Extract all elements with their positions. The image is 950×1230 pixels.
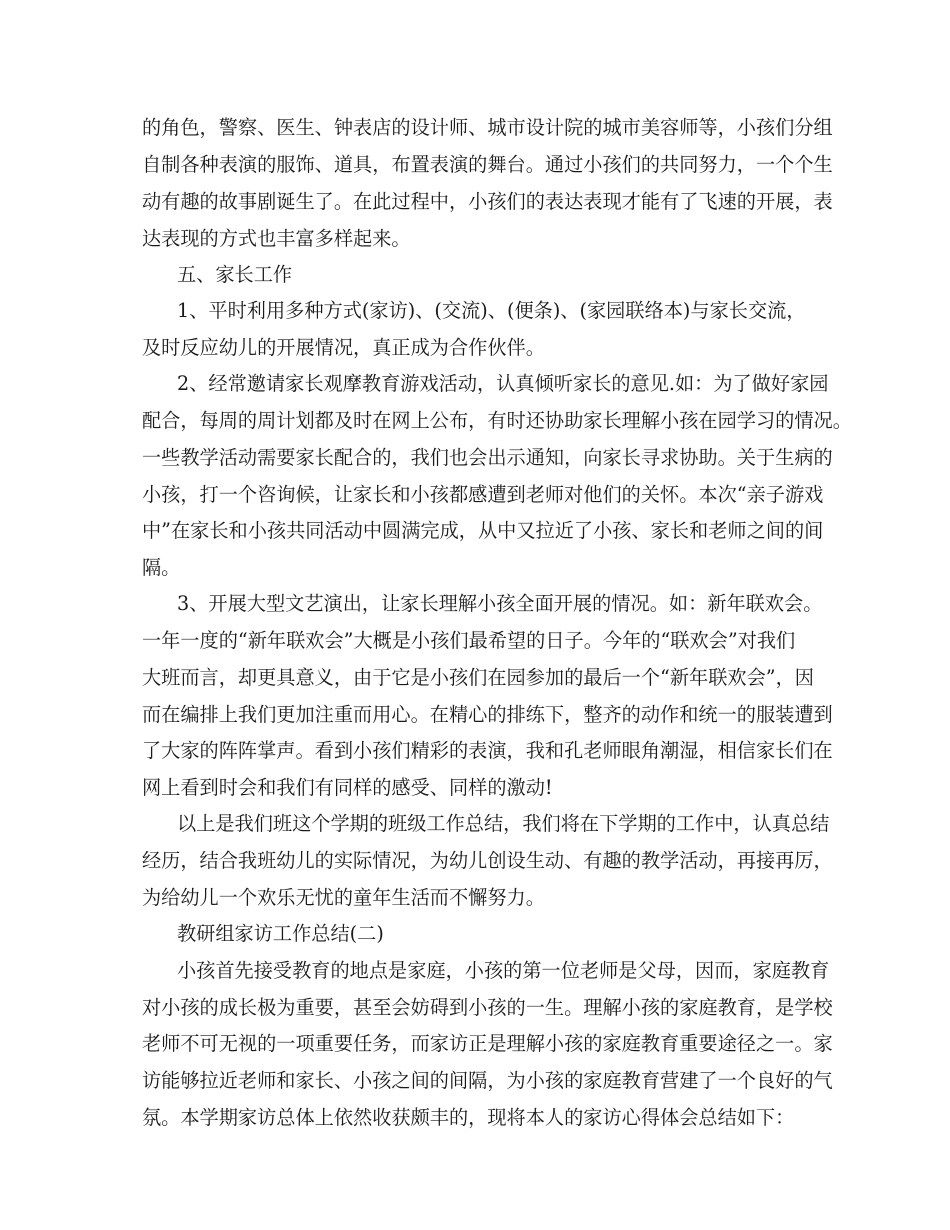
text-line: 而在编排上我们更加注重而用心。在精心的排练下，整齐的动作和统一的服装遭到 (142, 703, 833, 726)
text-line: 自制各种表演的服饰、道具，布置表演的舞台。通过小孩们的共同努力，一个个生 (142, 153, 833, 176)
text-line: 3、开展大型文艺演出，让家长理解小孩全面开展的情况。如：新年联欢会。 (177, 592, 823, 615)
text-line: 隔。 (142, 556, 181, 579)
text-line: 网上看到时会和我们有同样的感受、同样的激动! (142, 776, 553, 799)
text-line: 小孩首先接受教育的地点是家庭，小孩的第一位老师是父母，因而，家庭教育 (177, 959, 830, 982)
text-line: 达表现的方式也丰富多样起来。 (142, 227, 411, 250)
text-line: 经历，结合我班幼儿的实际情况，为幼儿创设生动、有趣的教学活动，再接再厉， (142, 849, 833, 872)
section-heading: 教研组家访工作总结(二) (177, 922, 384, 945)
text-line: 老师不可无视的一项重要任务，而家访正是理解小孩的家庭教育重要途径之一。家 (142, 1032, 833, 1055)
text-line: 及时反应幼儿的开展情况，真正成为合作伙伴。 (142, 336, 545, 359)
section-heading: 五、家长工作 (177, 263, 293, 286)
text-line: 1、平时利用多种方式(家访)、(交流)、(便条)、(家园联络本)与家长交流， (177, 299, 806, 322)
text-line: 访能够拉近老师和家长、小孩之间的间隔，为小孩的家庭教育营建了一个良好的气 (142, 1069, 833, 1092)
text-line: 了大家的阵阵掌声。看到小孩们精彩的表演，我和孔老师眼角潮湿，相信家长们在 (142, 739, 833, 762)
text-line: 动有趣的故事剧诞生了。在此过程中，小孩们的表达表现才能有了飞速的开展，表 (142, 190, 833, 213)
text-line: 的角色，警察、医生、钟表店的设计师、城市设计院的城市美容师等，小孩们分组 (142, 116, 833, 139)
text-line: 一些教学活动需要家长配合的，我们也会出示通知，向家长寻求协助。关于生病的 (142, 446, 833, 469)
text-line: 一年一度的“新年联欢会”大概是小孩们最希望的日子。今年的“联欢会”对我们 (142, 629, 796, 652)
text-line: 配合，每周的周计划都及时在网上公布，有时还协助家长理解小孩在园学习的情况。 (142, 409, 852, 432)
text-line: 以上是我们班这个学期的班级工作总结，我们将在下学期的工作中，认真总结 (177, 812, 830, 835)
text-line: 对小孩的成长极为重要，甚至会妨碍到小孩的一生。理解小孩的家庭教育，是学校 (142, 996, 833, 1019)
text-line: 2、经常邀请家长观摩教育游戏活动，认真倾听家长的意见.如：为了做好家园 (177, 372, 829, 395)
text-line: 中”在家长和小孩共同活动中圆满完成，从中又拉近了小孩、家长和老师之间的间 (142, 519, 824, 542)
text-line: 大班而言，却更具意义，由于它是小孩们在园参加的最后一个“新年联欢会”，因 (142, 666, 814, 689)
text-line: 氛。本学期家访总体上依然收获颇丰的，现将本人的家访心得体会总结如下： (142, 1106, 795, 1129)
text-line: 小孩，打一个咨询候，让家长和小孩都感遭到老师对他们的关怀。本次“亲子游戏 (142, 483, 824, 506)
text-line: 为给幼儿一个欢乐无忧的童年生活而不懈努力。 (142, 886, 545, 909)
